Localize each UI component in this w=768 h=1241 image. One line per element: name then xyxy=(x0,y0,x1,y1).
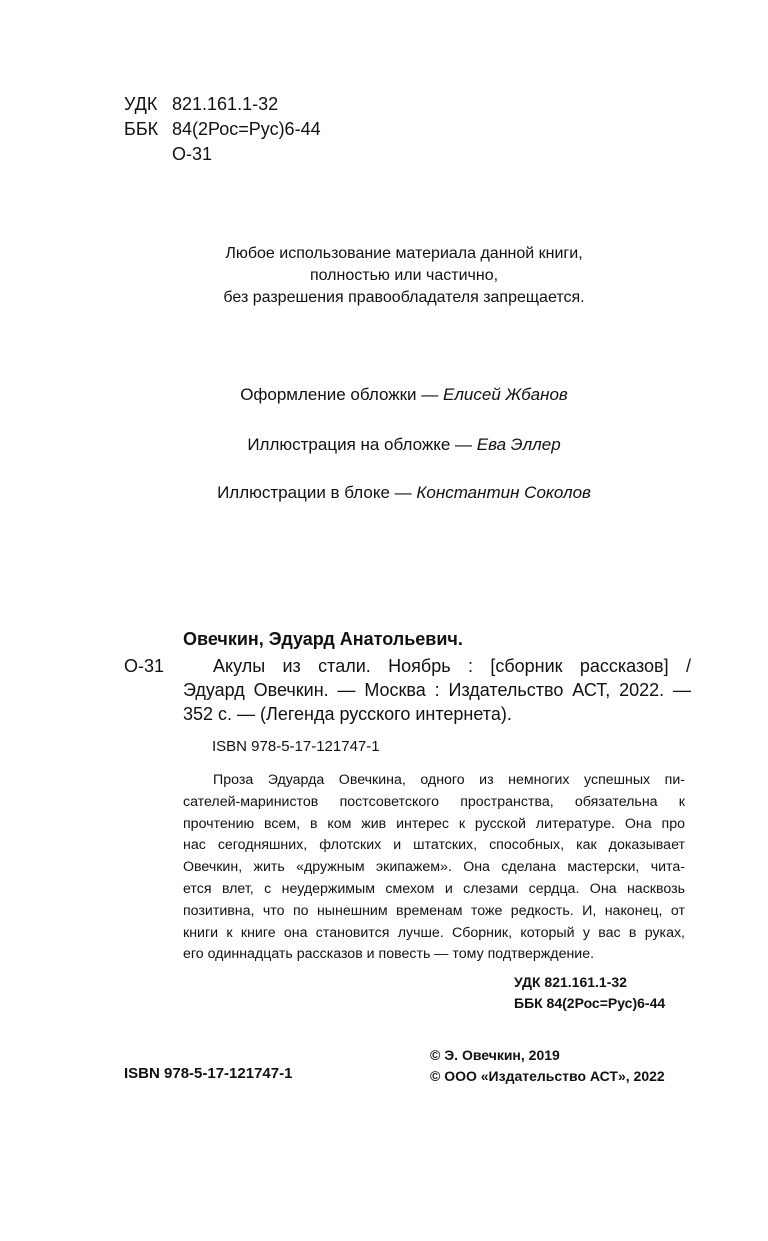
bib-isbn: ISBN 978-5-17-121747-1 xyxy=(212,738,380,755)
abstract-line: Проза Эдуарда Овечкина, одного из немногих успешных пи- xyxy=(213,772,685,788)
notice-line: Любое использование материала данной книги, xyxy=(225,245,583,262)
udk-row xyxy=(124,92,278,116)
credit-name: Ева Эллер xyxy=(476,435,561,454)
abstract-line: ется влет, с неудержимым смехом и слезами сердца. Она насквозь xyxy=(183,880,685,897)
bottom-udk: УДК 821.161.1-32 xyxy=(514,974,627,990)
bib-author: Овечкин, Эдуард Анатольевич. xyxy=(183,629,463,649)
copyright-notice xyxy=(100,243,708,309)
bib-description xyxy=(183,654,691,726)
abstract-line: прочтению всем, в ком жив интерес к русской литературе. Она про xyxy=(183,815,685,832)
abstract-line: Овечкин, жить «дружным экипажем». Она сделана мастерски, чита- xyxy=(183,859,685,876)
abstract-line: позитивна, что по нынешним временам тоже редкость. И, наконец, от xyxy=(183,902,685,919)
udk-value: 821.161.1-32 xyxy=(172,94,279,114)
bib-code: О-31 xyxy=(124,656,165,676)
credit-name: Елисей Жбанов xyxy=(442,385,568,404)
bbk-label: ББК xyxy=(124,119,159,139)
abstract-line: книги к книге она становится лучше. Сборник, который у вас в руках, xyxy=(183,924,685,941)
bbk-row xyxy=(124,117,321,141)
notice-line: полностью или частично, xyxy=(309,267,499,284)
udk-label: УДК xyxy=(124,94,158,114)
author-mark: О-31 xyxy=(172,144,213,164)
copyright-publisher: © ООО «Издательство АСТ», 2022 xyxy=(430,1068,665,1084)
abstract-line: нас сегодняшних, флотских и штатских, способных, как доказывает xyxy=(183,837,685,854)
credit-name: Константин Соколов xyxy=(416,483,591,502)
isbn-bottom: ISBN 978-5-17-121747-1 xyxy=(124,1065,293,1082)
credit-cover-illustration xyxy=(100,434,708,456)
credit-role: Иллюстрации в блоке — xyxy=(217,483,417,502)
author-mark-row xyxy=(124,142,212,166)
bib-line: Акулы из стали. Ноябрь : [сборник рассказов] / xyxy=(213,656,691,676)
bib-line: 352 с. — (Легенда русского интернета). xyxy=(183,704,512,724)
abstract-line: его одиннадцать рассказов и повесть — тому подтверждение. xyxy=(183,946,595,963)
notice-line: без разрешения правообладателя запрещается. xyxy=(223,289,585,306)
copyright-author: © Э. Овечкин, 2019 xyxy=(430,1047,560,1063)
credit-cover-design xyxy=(100,384,708,406)
credit-inner-illustrations xyxy=(100,482,708,504)
credit-role: Оформление обложки — xyxy=(240,385,443,404)
credit-role: Иллюстрация на обложке — xyxy=(247,435,477,454)
bbk-value: 84(2Рос=Рус)6-44 xyxy=(172,119,321,139)
bib-line: Эдуард Овечкин. — Москва : Издательство АСТ, 2022. — xyxy=(183,680,691,700)
bottom-bbk: ББК 84(2Рос=Рус)6-44 xyxy=(514,995,666,1011)
abstract-line: сателей-маринистов постсоветского пространства, обязательна к xyxy=(183,793,685,810)
abstract xyxy=(183,770,685,966)
